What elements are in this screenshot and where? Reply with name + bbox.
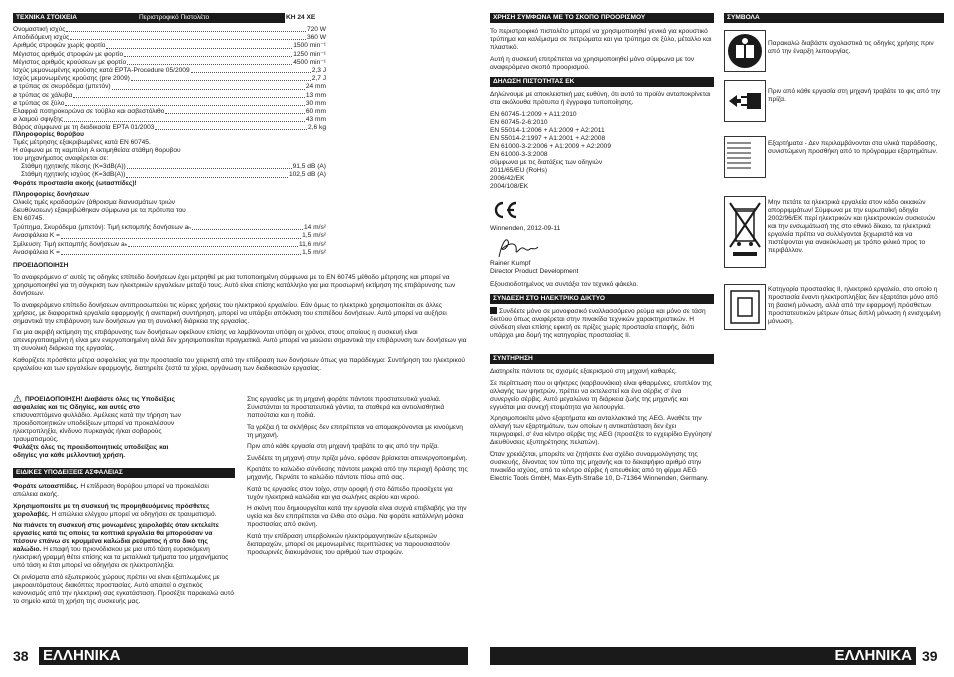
maintenance-paragraph: Σε περίπτωση που οι ψήκτρες (καρβουνάκια) είναι φθαρμένες, επιπλέον της αλλαγής των ψηκτρών, πρέπει να εκτελεστεί και ένα σέρβις σ' ένα συνεργείο σέρβις. Αυτό μεγαλώνει τη διάρκεια ζωής της μηχανής και εγγυάται μια συνεχή ετοιμότητα για λειτουργία.	[490, 379, 712, 411]
noise-value: 91,5 dB (A)	[292, 163, 326, 171]
declaration-line: 2004/108/EK	[490, 182, 529, 190]
safety-note: Πριν από κάθε εργασία στη μηχανή τραβάτε το φις από την πρίζα.	[247, 443, 439, 451]
safety-paragraphs	[13, 483, 235, 609]
safety-notes-column	[247, 396, 469, 561]
maintenance-paragraph: Όταν χρειάζεται, μπορείτε να ζητήσετε ένα σχέδιο συναρμολόγησης της συσκευής, δίνοντας τον τύπο της μηχανής και το δεκαψήφιο αριθμό στην πινακίδα ισχύος, από το κέντρο σέρβις ή απευθείας από τη φίρμα AEG Electric Tools GmbH, Max-Eyth-Straße 10, D-71364 Winnenden, Germany.	[490, 450, 709, 482]
symbol-text-unplug: Πριν από κάθε εργασία στη μηχανή τραβάτε το φις από την πρίζα.	[768, 88, 941, 104]
spec-label: Ισχύς μεμονωμένης κρούσης κατά EPTA-Procedure 05/2009	[13, 66, 190, 74]
language-label-left: ΕΛΛΗΝΙΚΑ	[43, 647, 121, 664]
language-bar-left	[39, 647, 468, 665]
safety-note: Στις εργασίες με τη μηχανή φοράτε πάντοτε προστατευτικά γυαλιά. Συνιστάνται τα προστατευτικά γάντια, τα σταθερά και αντιολισθητικά παπούτσια και η ποδιά.	[247, 396, 445, 420]
warning-heading: ΠΡΟΕΙΔΟΠΟΙΗΣΗ	[13, 262, 69, 269]
vibration-intro-line: διευθύνσεων) εξακριβώθηκαν σύμφωνα με τα πρότυπα του	[13, 207, 186, 215]
class-ii-icon	[724, 284, 766, 330]
leader-dots	[126, 171, 288, 177]
leader-dots	[155, 124, 307, 130]
spec-label: ø τρύπας σε χάλυβα	[13, 91, 73, 99]
declaration-header	[490, 77, 714, 87]
spec-value: 1250 min⁻¹	[293, 50, 326, 58]
tech-data-title: ΤΕΧΝΙΚΑ ΣΤΟΙΧΕΙΑ	[16, 14, 77, 21]
declaration-title: ΔΗΛΩΣΗ ΠΙΣΤΟΤΗΤΑΣ ΕΚ	[493, 78, 575, 85]
mains-connection-text	[490, 307, 712, 340]
safety-header	[13, 468, 235, 478]
vibration-intro	[13, 199, 326, 223]
intended-use-header	[490, 13, 714, 23]
product-name: Περιστροφικό Πιστολέτο	[139, 14, 210, 21]
symbol-row-accessory	[724, 136, 944, 186]
signer-name: Rainer Kumpf	[490, 260, 531, 267]
intended-use-paragraph: Το περιστροφικό πιστολέτο μπορεί να χρησιμοποιηθεί γενικά για κρουστικό τρύπημα και καλέμισμα σε πετρώματα και για τρύπημα σε ξύλο, μέταλλο και πλαστικό.	[490, 28, 712, 52]
footer-left	[13, 645, 468, 665]
warning-paragraph: Το αναφερόμενο σ' αυτές τις οδηγίες επίπεδο δονήσεων έχει μετρηθεί με μια τυποποιημένη σύμφωνα με το EN 60745 μέθοδο μέτρησης και μπορεί να χρησιμοποιηθεί για τη σύγκριση των ηλεκτρικών εργαλείων μεταξύ τους. Αυτό είναι επίσης κατάλληλο για μια προσωρινή εκτίμηση της επιβάρυνσης των δονήσεων.	[13, 274, 456, 298]
noise-heading: Πληροφορίες θορύβου	[13, 131, 85, 138]
symbol-text-class-ii: Κατηγορία προστασίας II, ηλεκτρικό εργαλείο, στο οποίο η προστασία έναντι ηλεκτροπληξίας δεν εξαρτάται μόνο από τη βασική μόνωση, αλλά από την εφαρμογή πρόσθετων προστατευτικών μέτρων όπως διπλή μόνωση ή ενισχυμένη μόνωση.	[768, 286, 941, 326]
declaration-line: σύμφωνα με τις διατάξεις των οδηγιών	[490, 158, 603, 166]
spec-row	[13, 75, 326, 83]
mains-connection-para: Συνδέετε μόνο σε μονοφασικό εναλλασσόμενο ρεύμα και μόνο σε τάση δικτύου όπως αναφέρεται στην πινακίδα τεχνικών χαρακτηριστικών. Η σύνδεση είναι επίσης εφικτή σε πρίζες χωρίς προστασία επαφής, διότι υπάρχει μια δομή της κατηγορίας προστασίας II.	[490, 308, 706, 340]
noise-intro-line: Τιμές μέτρησης εξακριβωμένες κατά EN 60745.	[13, 139, 151, 147]
spec-row	[13, 92, 326, 100]
vibration-row	[13, 224, 326, 232]
spec-label: Ελαφριά ποτηροκορώνα σε τούβλο και ασβεστόλιθο	[13, 107, 165, 115]
spec-row	[13, 59, 326, 67]
safety-note: Η σκόνη που δημιουργείται κατά την εργασία είναι συχνά επιβλαβής για την υγεία και δεν επιτρέπεται να έλθει στο σώμα. Να φοράτε κατάλληλη μάσκα προστασίας από σκόνη.	[247, 505, 467, 529]
vibration-value: 1,5 m/s²	[302, 232, 326, 240]
spec-row	[13, 67, 326, 75]
spec-value: 30 mm	[305, 99, 326, 107]
class-ii-small-icon	[490, 307, 497, 314]
vibration-label: Ανασφάλεια K =	[13, 248, 60, 256]
safety-bold: Να πιάνετε τη συσκευή στις μονωμένες χειρολαβές όταν εκτελείτε εργασίες κατά τις οποίες τα κοπτικά εργαλεία θα μπορούσαν να πέσουν επάνω σε κρυμμένα καλώδια ρεύματος ή στο δικό της καλώδιο.	[13, 522, 219, 554]
declaration-line: EN 60745-1:2009 + A11:2010	[490, 110, 577, 118]
spec-label: Ονομαστική ισχύς	[13, 26, 66, 33]
vibration-intro-line: EN 60745.	[13, 215, 45, 223]
leader-dots	[192, 224, 303, 230]
symbol-row-unplug	[724, 80, 944, 122]
leader-dots	[65, 100, 304, 106]
spec-label: Μέγιστος αριθμός κρούσεων με φορτίο	[13, 58, 127, 66]
vibration-label: Ανασφάλεια K =	[13, 232, 60, 240]
spec-label: ø λαιμού σφιγξης	[13, 116, 64, 124]
warning-triangle-icon: ⚠	[13, 394, 22, 405]
symbol-text-read-manual: Παρακαλώ διαβάστε σχολαστικά τις οδηγίες χρήσης πριν από την έναρξη λειτουργίας.	[768, 40, 934, 56]
noise-label: Στάθμη ηχητικής πίεσης (K=3dB(A))	[21, 163, 126, 171]
warning-line: τραυματισμούς.	[13, 436, 59, 444]
maintenance-title: ΣΥΝΤΗΡΗΣΗ	[493, 355, 533, 362]
noise-intro	[13, 139, 326, 163]
warning-line: προειδοποιητικών υποδείξεων μπορεί να προκαλέσουν	[13, 420, 175, 428]
warning-line: ασφαλείας και τις Οδηγίες, και αυτές στο	[13, 404, 140, 412]
warning-line: επισυναπτόμενο φυλλάδιο. Αμέλειες κατά την τήρηση των	[13, 412, 181, 420]
safety-paragraph	[13, 503, 235, 519]
safety-rest: Η επαφή του πριονόδισκου με μια υπό τάση ευρισκόμενη ηλεκτρική γραμμή θέτει επίσης και τα μεταλλικά τμήματα του μηχανήματος υπό τάση κι έτσι μπορεί να οδηγήσει σε ηλεκτροπληξία.	[13, 546, 229, 570]
general-warning	[13, 396, 235, 460]
spec-row	[13, 26, 326, 34]
spec-label: Μέγιστος αριθμός στροφών με φορτίο	[13, 50, 124, 58]
mains-connection-title: ΣΥΝΔΕΣΗ ΣΤΟ ΗΛΕΚΤΡΙΚΟ ΔΙΚΤΥΟ	[493, 295, 606, 302]
symbol-row-weee	[724, 196, 944, 288]
noise-row	[21, 163, 326, 171]
symbols-header	[724, 13, 944, 23]
leader-dots	[106, 42, 292, 48]
declaration-line: EN 60745-2-6:2010	[490, 118, 548, 126]
declaration-line: EN 55014-2:1997 + A1:2001 + A2:2008	[490, 134, 606, 142]
spec-value: 60 mm	[305, 107, 326, 115]
warning-line: Φυλάξτε όλες τις προειδοποιητικές υποδείξεις και	[13, 444, 169, 452]
leader-dots	[128, 241, 298, 247]
safety-note: Συνδέετε τη μηχανή στην πρίζα μόνο, εφόσον βρίσκεται απενεργοποιημένη.	[247, 454, 468, 462]
leader-dots	[61, 249, 301, 255]
mains-connection-header	[490, 294, 714, 304]
symbol-row-read-manual	[724, 30, 944, 72]
vibration-section	[13, 191, 326, 257]
declaration-intro: Δηλώνουμε με αποκλειστική μας ευθύνη, ότι αυτό το προϊόν ανταποκρίνεται στα ακόλουθα πρότυπα ή έγγραφα τυποποίησης.	[490, 91, 711, 107]
leader-dots	[127, 163, 292, 169]
vibration-heading: Πληροφορίες δονήσεων	[13, 191, 90, 198]
spec-row	[13, 108, 326, 116]
safety-paragraph	[13, 522, 235, 570]
intended-use-paragraph: Αυτή η συσκευή επιτρέπεται να χρησιμοποιηθεί μόνο σύμφωνα με τον αναφερόμενο σκοπό προορισμού.	[490, 55, 695, 71]
vibration-row	[13, 232, 326, 240]
signature-icon	[496, 235, 540, 261]
noise-row	[21, 171, 326, 179]
language-label-right: ΕΛΛΗΝΙΚΑ	[834, 647, 912, 664]
safety-note: Κρατάτε το καλώδιο σύνδεσης πάντοτε μακριά από την περιοχή δράσης της μηχανής. Περνάτε το καλώδιο πάντοτε πίσω από σας.	[247, 466, 468, 482]
spec-value: 24 mm	[305, 83, 326, 91]
language-bar-right	[490, 647, 916, 665]
vibration-rows	[13, 224, 326, 257]
symbol-text-weee: Μην πετάτε τα ηλεκτρικά εργαλεία στον κάδο οικιακών απορριμμάτων! Σύμφωνα με την ευρωπαϊκή οδηγία 2002/96/ΕΚ περί ηλεκτρικών και ηλεκτρονικών συσκευών και την ενσωμάτωσή της στο εθνικό δίκαιο, τα ηλεκτρικά εργαλεία πρέπει να συλλέγονται ξεχωριστά και να πιστέψονται για ανακύκλωση με τρόπο φιλικό προς το περιβάλλον.	[768, 199, 936, 255]
warning-line: ηλεκτροπληξία, κίνδυνο πυρκαγιάς ή/και σοβαρούς	[13, 428, 162, 436]
declaration-line: EN 61000-3-2:2006 + A1:2009 + A2:2009	[490, 142, 611, 150]
declaration-line: EN 55014-1:2006 + A1:2009 + A2:2011	[490, 126, 605, 134]
safety-rest: Η επίδραση θορύβου μπορεί να προκαλέσει απώλεια ακοής.	[13, 483, 209, 499]
leader-dots	[64, 116, 305, 122]
spec-value: 1500 min⁻¹	[293, 42, 326, 50]
spec-table	[13, 26, 326, 132]
safety-note: Κατά την επίδραση υπερβολικών ηλεκτρομαγνητικών εξωτερικών διαταραχών, μπορεί σε μεμονωμένες περιπτώσεις να παρουσιαστούν προσωρινές διακυμάνσεις του αριθμού των στροφών.	[247, 532, 450, 556]
maintenance-header	[490, 354, 714, 364]
spec-value: 720 W	[306, 26, 326, 33]
spec-value: 43 mm	[305, 116, 326, 124]
declaration-line: 2011/65/EU (RoHs)	[490, 166, 548, 174]
noise-protect: Φοράτε προστασία ακοής (ωτασπίδες)!	[13, 179, 137, 187]
maintenance-paragraph: Διατηρείτε πάντοτε τις σχισμές εξαερισμού στη μηχανή καθαρές.	[490, 368, 677, 375]
spec-row	[13, 42, 326, 50]
intended-use-text	[490, 28, 712, 75]
declaration-technical: Εξουσιοδοτημένος να συντάξει τον τεχνικό φάκελο.	[490, 281, 639, 289]
declaration-line: EN 61000-3-3:2008	[490, 150, 548, 158]
spec-value: 2,7 J	[311, 75, 326, 83]
vibration-row	[13, 241, 326, 249]
symbols-title: ΣΥΜΒΟΛΑ	[727, 14, 760, 21]
safety-note: Τα γρέζια ή τα σκλήθρες δεν επιτρέπεται να απομακρύνονται με κινούμενη τη μηχανή.	[247, 423, 463, 439]
warning-paragraph: Καθορίζετε πρόσθετα μέτρα ασφαλείας για την προστασία του χειριστή από την επίδραση των δονήσεων όπως για παράδειγμα: Συντήρηση του ηλεκτρικού εργαλείου και των εργαλείων εφαρμογής, διατηρείτε ζεστά τα χέρια, οργάνωση των διαδικασιών εργασίας.	[13, 356, 465, 372]
general-warning-text	[13, 396, 235, 460]
vibration-label: Τρύπημα, Σκυρόδεμα (μπετόν): Τιμή εκπομπής δονήσεων aₕ	[13, 224, 191, 232]
place-date: Winnenden, 2012-09-11	[490, 225, 561, 232]
ce-mark	[492, 200, 518, 220]
spec-value: 2,3 J	[311, 66, 326, 74]
spec-value: 2,6 kg	[308, 124, 326, 132]
safety-bold: Φοράτε ωτοασπίδες.	[13, 483, 79, 490]
safety-bold: Χρησιμοποιείτε με τη συσκευή τις προμηθευόμενες πρόσθετες χειρολαβές.	[13, 502, 210, 518]
signer-role: Director Product Development	[490, 268, 579, 276]
spec-label: Βάρος σύμφωνα με τη διαδικασία EPTA 01/2003	[13, 124, 155, 132]
spec-label: Ισχύς μεμονωμένης κρούσης (pre 2009)	[13, 75, 130, 83]
model-name: KH 24 XE	[286, 14, 316, 21]
safety-rest: Η απώλεια ελέγχου μπορεί να οδηγήσει σε τραυματισμό.	[49, 510, 217, 518]
tech-data-header	[13, 13, 285, 23]
noise-value: 102,5 dB (A)	[288, 171, 326, 179]
spec-label: Αριθμός στροφών χωρίς φορτίο	[13, 42, 106, 50]
spec-row	[13, 116, 326, 124]
declaration-line: 2006/42/EK	[490, 174, 525, 182]
warning-paragraphs	[13, 274, 468, 373]
leader-dots	[131, 75, 311, 81]
noise-section	[13, 131, 326, 188]
declaration-standards	[490, 111, 712, 191]
maintenance-text	[490, 368, 712, 486]
leader-dots	[165, 108, 304, 114]
noise-intro-line: του μηχανήματος αναφέρεται σε:	[13, 155, 109, 163]
noise-label: Στάθμη ηχητικής ισχύος (K=3dB(A))	[21, 171, 126, 179]
vibration-label: Σμίλευση: Τιμή εκπομπής δονήσεων aₕ	[13, 240, 128, 248]
symbol-row-class-ii	[724, 284, 944, 344]
warning-paragraph: Το αναφερόμενο επίπεδο δονήσεων αντιπροσωπεύει τις κύριες χρήσεις του ηλεκτρικού εργαλείου. Εάν όμως το ηλεκτρικό χρησιμοποιείται σε άλλες χρήσεις, με διαφορετικά εργαλεία εφαρμογής ή ανεπαρκή συντήρηση, μπορεί να υπάρξει απόκλιση του επιπέδου δονήσεων. Αυτό μπορεί να αυξήσει σημαντικά την επιβάρυνση των δονήσεων για τη συνολική διάρκεια της εργασίας.	[13, 301, 447, 325]
vibration-intro-line: Ολικές τιμές κραδασμών (άθροισμα διανυσμάτων τριών	[13, 199, 176, 207]
spec-row	[13, 100, 326, 108]
spec-label: Αποδιδόμενη ισχύς	[13, 34, 70, 42]
intended-use-title: ΧΡΗΣΗ ΣΥΜΦΩΝΑ ΜΕ ΤΟ ΣΚΟΠΟ ΠΡΟΟΡΙΣΜΟΥ	[493, 14, 646, 21]
spec-row	[13, 51, 326, 59]
signer-block	[490, 260, 712, 289]
leader-dots	[112, 83, 305, 89]
warning-section	[13, 262, 468, 376]
maintenance-paragraph: Χρησιμοποιείτε μόνο εξαρτήματα και ανταλλακτικά της AEG. Αναθέτε την αλλαγή των εξαρτημάτων, των οποίων η αντικατάσταση δεν έχει περιγραφεί, σ' ένα κέντρο σέρβις της AEG (προσέξτε το εγχειρίδιο Εγγύηση/Διευθύνσεις εξυπηρέτησης πελατών).	[490, 415, 712, 447]
leader-dots	[70, 34, 306, 40]
safety-rest: Οι ρινίσματα από εξωτερικούς χώρους πρέπει να είναι εξαπλωμένες με μικροαυτόματους διακόπτες προστασίας. Αυτό απαιτεί ο σχετικός κανονισμός από την ηλεκτρική σας εγκατάσταση. Προσέξτε παρακαλώ αυτό το σημείο κατά τη χρήση της συσκευής μας.	[13, 573, 234, 605]
footer-right	[490, 645, 942, 665]
safety-paragraph	[13, 483, 235, 499]
spec-row	[13, 34, 326, 42]
leader-dots	[191, 67, 311, 73]
noise-rows	[13, 163, 326, 179]
safety-paragraph	[13, 574, 235, 606]
spec-value: 360 W	[306, 34, 326, 42]
leader-dots	[66, 26, 306, 32]
vibration-value: 1,5 m/s²	[302, 248, 326, 256]
read-manual-icon	[724, 30, 766, 72]
weee-bin-icon	[724, 196, 766, 268]
safety-note: Κατά τις εργασίες στον τοίχο, στην οροφή ή στο δάπεδο προσέχετε για τυχόν ηλεκτρικά καλώδια και για σωλήνες αερίου και νερού.	[247, 485, 453, 501]
unplug-icon	[724, 80, 766, 122]
vibration-value: 11,6 m/s²	[299, 240, 326, 248]
safety-title: ΕΙΔΙΚΕΣ ΥΠΟΔΕΙΞΕΙΣ ΑΣΦΑΛΕΙΑΣ	[16, 469, 123, 476]
accessory-not-included-icon	[724, 136, 766, 178]
vibration-value: 14 m/s²	[304, 224, 326, 232]
noise-intro-line: Η σύφωνα με τη καμπύλη A εκτιμηθείσα στάθμη θορυβου	[13, 147, 181, 155]
spec-row	[13, 83, 326, 91]
spec-value: 4500 min⁻¹	[293, 58, 326, 66]
declaration-section	[490, 91, 712, 191]
spec-label: ø τρύπας σε ξύλο	[13, 99, 65, 107]
page-number-right: 39	[922, 648, 938, 664]
spec-value: 13 mm	[305, 91, 326, 99]
leader-dots	[124, 51, 292, 57]
warning-paragraph: Για μια ακριβή εκτίμηση της επιβάρυνσης των δονήσεων οφείλουν επίσης να λαμβάνονται υπόψη οι χρόνοι, στους οποίους η συσκευή είναι απενεργοποιημένη ή είναι μεν ενεργοποιημένη αλλά δεν χρησιμοποιείται πραγματικά. Αυτό μπορεί να μειώσει σημαντικά την επιβάρυνση των δονήσεων για τη συνολική διάρκεια της εργασίας.	[13, 329, 467, 353]
leader-dots	[73, 92, 304, 98]
spec-label: ø τρύπας σε σκυρόδεμα (μπετόν)	[13, 83, 111, 91]
vibration-row	[13, 249, 326, 257]
warning-line: ΠΡΟΕΙΔΟΠΟΙΗΣΗ! Διαβάστε όλες τις Υποδείξεις	[25, 396, 175, 403]
warning-line: οδηγίες για κάθε μελλοντική χρήση.	[13, 452, 126, 460]
symbol-text-accessory: Εξαρτήματα - Δεν περιλαμβάνονται στα υλικά παράδοσης, συνιστώμενη προσθήκη από το πρόγραμμα εξαρτημάτων.	[768, 140, 938, 156]
leader-dots	[127, 59, 292, 65]
page-number-left: 38	[13, 648, 29, 664]
leader-dots	[61, 232, 301, 238]
